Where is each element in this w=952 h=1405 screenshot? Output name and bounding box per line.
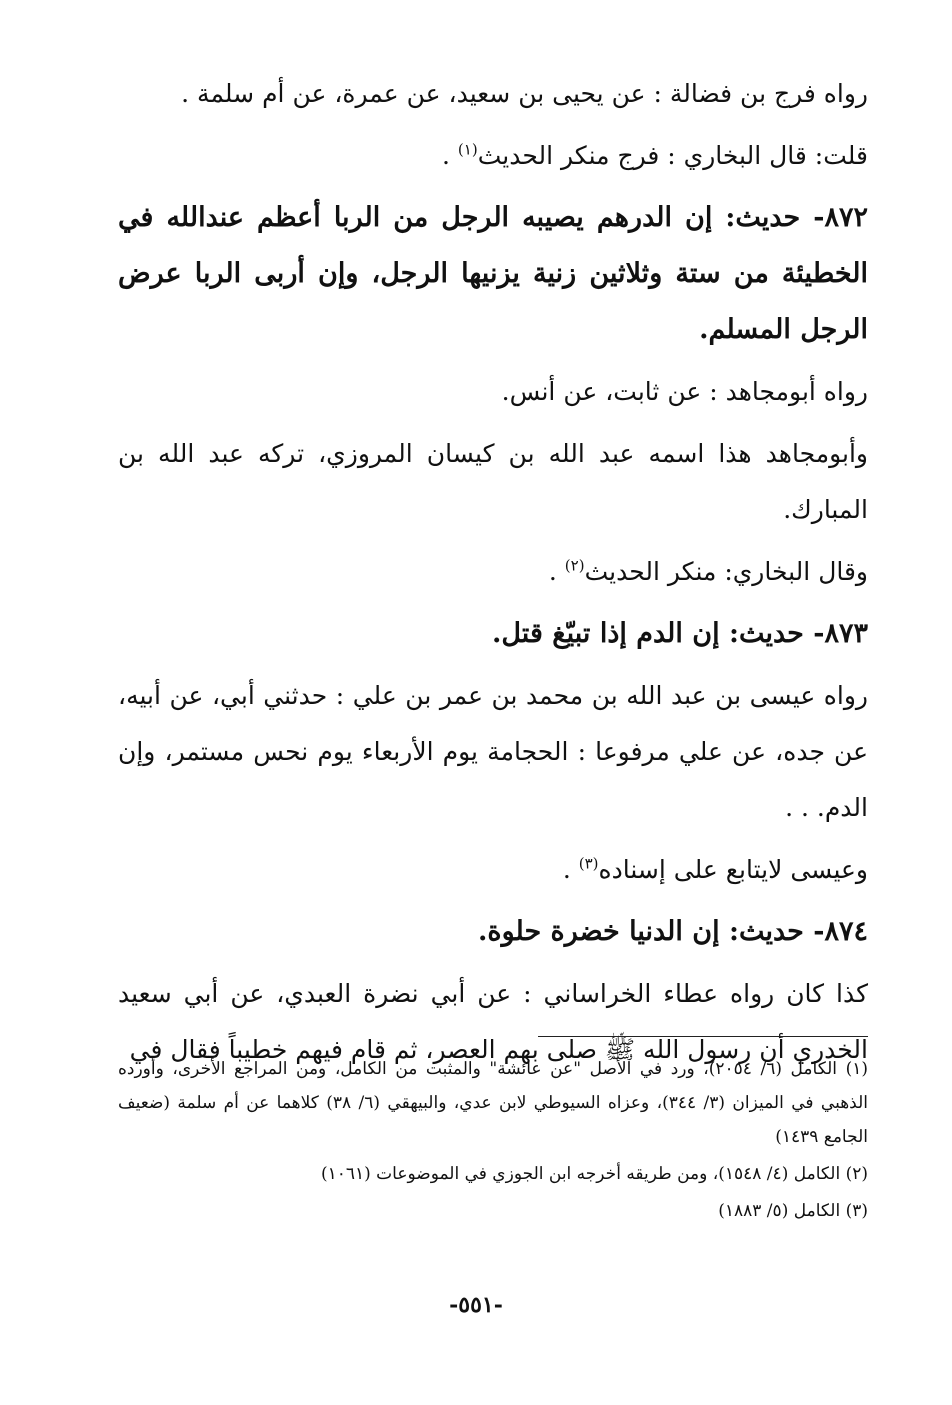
paragraph-bukhari-2-end: . bbox=[548, 557, 565, 586]
footnote-ref-1[interactable]: (١) bbox=[457, 140, 478, 159]
footnote-ref-2[interactable]: (٢) bbox=[564, 556, 585, 575]
page-number: -٥٥١- bbox=[449, 1292, 503, 1318]
footnotes-section bbox=[118, 1052, 868, 1231]
paragraph-bukhari-1 bbox=[118, 128, 868, 184]
footnote-2: (٢) الكامل (٤/ ١٥٤٨)، ومن طريقه أخرجه ابن الجوزي في الموضوعات (١٠٦١) bbox=[320, 1164, 868, 1184]
paragraph-bukhari-1-text: قلت: قال البخاري : فرج منكر الحديث bbox=[477, 141, 868, 170]
main-text bbox=[118, 66, 868, 1084]
footnote-1: (١) الكامل (٦/ ٢٠٥٤)، ورد في الأصل "عن عائشة" والمثبت من الكامل، ومن المراجع الأخرى، وأورده الذهبي في الميزان (٣/ ٣٤٤)، وعزاه السيوطي لابن عدي، والبيهقي (٦/ ٣٨) كلاهما عن أم سلمة (ضعيف الجامع ١٤٣٩) bbox=[118, 1059, 868, 1147]
paragraph-bukhari-2-text: وقال البخاري: منكر الحديث bbox=[584, 557, 868, 586]
paragraph-narration-3: رواه عيسى بن عبد الله بن محمد بن عمر بن علي : حدثني أبي، عن أبيه، عن جده، عن علي مرفوعا : الحجامة يوم الأربعاء يوم نحس مستمر، وإن الدم. . . bbox=[118, 681, 868, 822]
paragraph-isa-end: . bbox=[562, 855, 579, 884]
hadith-872-heading: ٨٧٢- حديث: إن الدرهم يصيبه الرجل من الربا أعظم عندالله في الخطيئة من ستة وثلاثين زنية يزنيها الرجل، وإن أربى الربا عرض الرجل المسلم. bbox=[118, 202, 868, 345]
paragraph-narration-1: رواه فرج بن فضالة : عن يحيى بن سعيد، عن عمرة، عن أم سلمة . bbox=[181, 79, 868, 108]
paragraph-bukhari-1-end: . bbox=[442, 141, 458, 170]
paragraph-isa bbox=[118, 842, 868, 898]
paragraph-isa-text: وعيسى لايتابع على إسناده bbox=[598, 855, 868, 884]
paragraph-narration-4: كذا كان رواه عطاء الخراساني : عن أبي نضرة العبدي، عن أبي سعيد الخدري أن رسول الله ﷺ صلى بهم العصر، ثم قام فيهم خطيباً فقال في bbox=[118, 979, 868, 1064]
paragraph-abu-mujahid: وأبومجاهد هذا اسمه عبد الله بن كيسان المروزي، تركه عبد الله بن المبارك. bbox=[118, 439, 868, 524]
paragraph-narration-2: رواه أبومجاهد : عن ثابت، عن أنس. bbox=[501, 377, 868, 406]
footnote-ref-3[interactable]: (٣) bbox=[578, 854, 599, 873]
footnote-divider bbox=[538, 1036, 868, 1037]
hadith-873-heading: ٨٧٣- حديث: إن الدم إذا تبيّغ قتل. bbox=[491, 618, 868, 649]
hadith-874-heading: ٨٧٤- حديث: إن الدنيا خضرة حلوة. bbox=[478, 916, 868, 947]
footnote-3: (٣) الكامل (٥/ ١٨٨٣) bbox=[718, 1201, 868, 1221]
paragraph-bukhari-2 bbox=[118, 544, 868, 600]
